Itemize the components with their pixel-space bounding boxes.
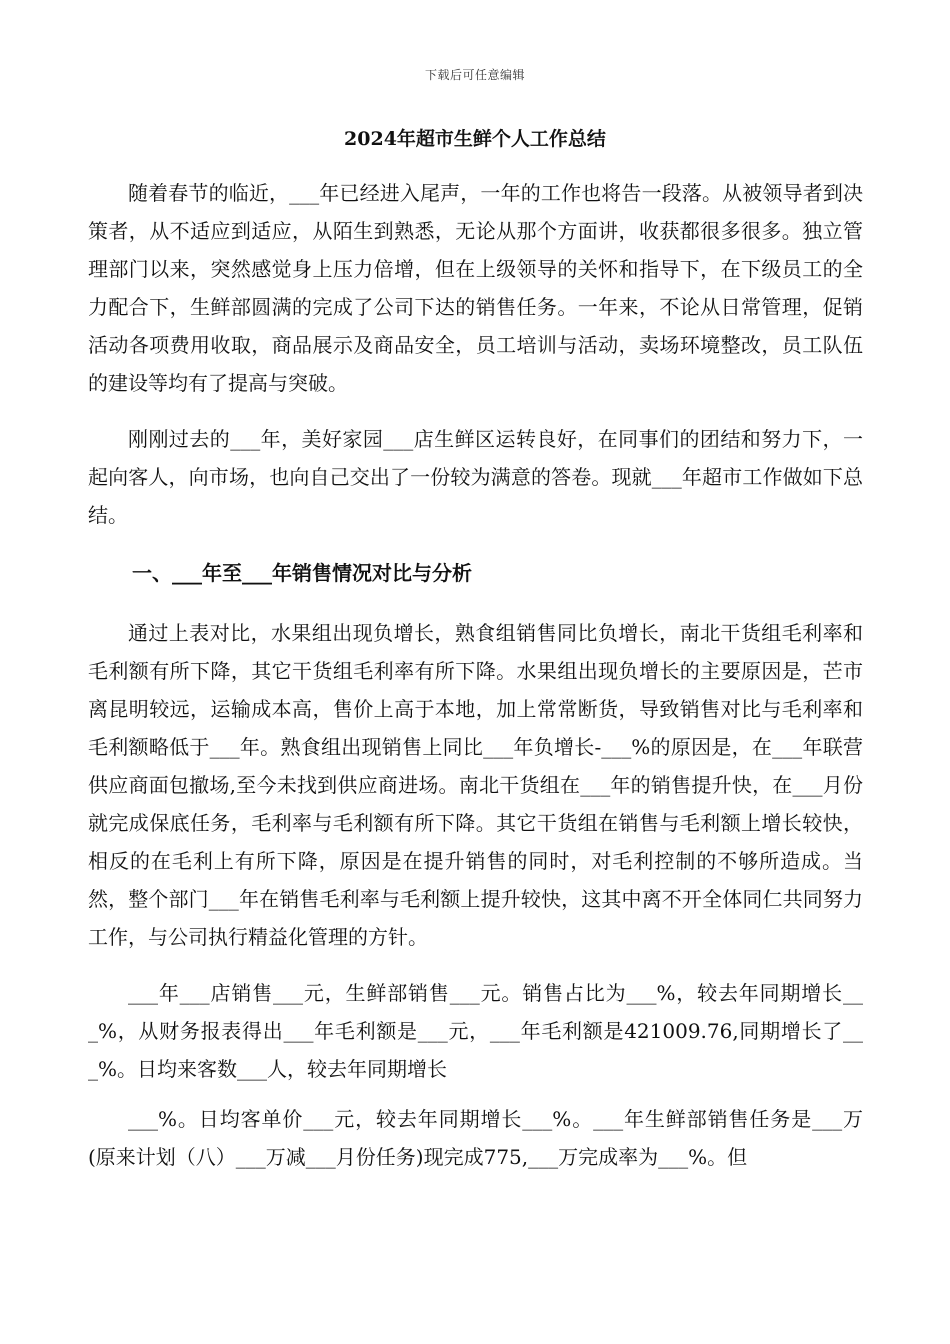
document-body xyxy=(88,174,863,1176)
task-completion-paragraph: ___%。日均客单价___元，较去年同期增长___%。___年生鲜部销售任务是___万(原来计划（八）___万减___月份任务)现完成775,___万完成率为___%。但 xyxy=(88,1107,863,1169)
section-heading: 一、___年至___年销售情况对比与分析 xyxy=(132,561,472,585)
intro-paragraph: 随着春节的临近，___年已经进入尾声，一年的工作也将告一段落。从被领导者到决策者，从不适应到适应，从陌生到熟悉，无论从那个方面讲，收获都很多很多。独立管理部门以来，突然感觉身上压力倍增，但在上级领导的关怀和指导下，在下级员工的全力配合下，生鲜部圆满的完成了公司下达的销售任务。一年来，不论从日常管理，促销活动各项费用收取，商品展示及商品安全，员工培训与活动，卖场环境整改，员工队伍的建设等均有了提高与突破。 xyxy=(88,181,863,395)
header-note: 下载后可任意编辑 xyxy=(424,68,525,82)
document-title: 2024年超市生鲜个人工作总结 xyxy=(344,128,606,150)
sales-figures-paragraph: ___年___店销售___元，生鲜部销售___元。销售占比为___%，较去年同期增长___%，从财务报表得出___年毛利额是___元，___年毛利额是421009.76,同期增长了___%。日均来客数___人，较去年同期增长 xyxy=(88,981,863,1081)
analysis-paragraph: 通过上表对比，水果组出现负增长，熟食组销售同比负增长，南北干货组毛利率和毛利额有所下降，其它干货组毛利率有所下降。水果组出现负增长的主要原因是，芒市离昆明较远，运输成本高，售价上高于本地，加上常常断货，导致销售对比与毛利率和毛利额略低于___年。熟食组出现销售上同比___年负增长-___%的原因是，在___年联营供应商面包撤场,至今未找到供应商进场。南北干货组在___年的销售提升快，在___月份就完成保底任务，毛利率与毛利额有所下降。其它干货组在销售与毛利额上增长较快，相反的在毛利上有所下降，原因是在提升销售的同时，对毛利控制的不够所造成。当然，整个部门___年在销售毛利率与毛利额上提升较快，这其中离不开全体同仁共同努力工作，与公司执行精益化管理的方针。 xyxy=(88,621,863,949)
summary-paragraph: 刚刚过去的___年，美好家园___店生鲜区运转良好，在同事们的团结和努力下，一起向客人，向市场，也向自己交出了一份较为满意的答卷。现就___年超市工作做如下总结。 xyxy=(88,427,863,527)
